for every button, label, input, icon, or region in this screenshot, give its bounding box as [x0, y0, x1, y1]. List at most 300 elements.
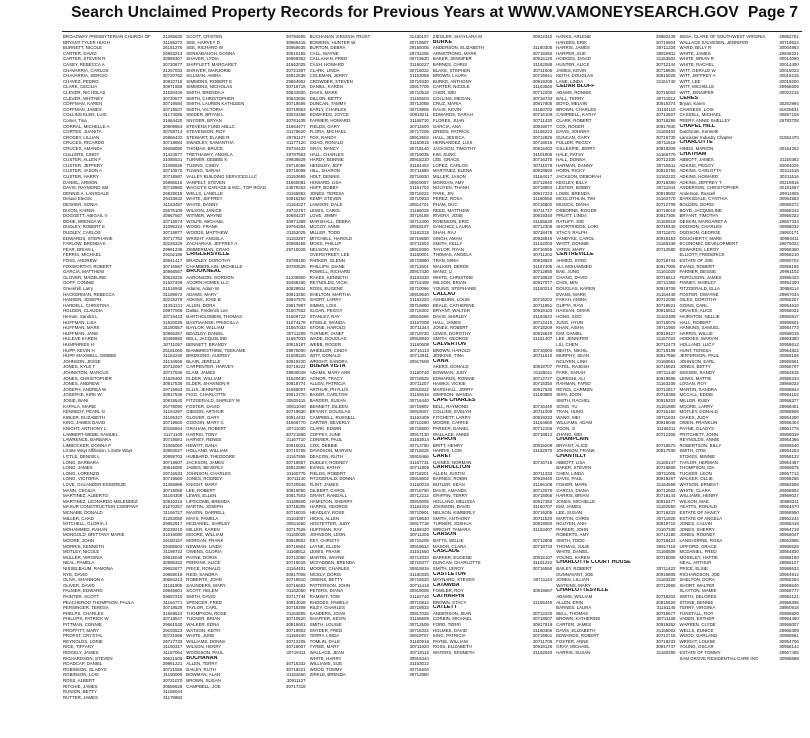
owner-name: CUSTER, JASON A: [63, 168, 103, 174]
owner-name: GARCIA, MATTHEW: [63, 269, 105, 275]
owner-name: VANDYKE, CAROL: [556, 235, 595, 241]
owner-name: SONG, YU: [556, 403, 578, 409]
property-id: 31176620: [286, 129, 306, 135]
owner-name: CORBIN, MICHAEL: [432, 616, 472, 622]
property-id: 30711240: [656, 370, 676, 375]
owner-name: WITT, MICHELLE: [679, 84, 715, 90]
owner-name: FEAR, BRIAN L: [63, 246, 95, 252]
property-id: 30966635: [286, 45, 306, 51]
owner-name: SHELTON, MARTHA: [309, 291, 351, 297]
property-id: 30712709: [655, 202, 676, 207]
owner-name: COFFMAN, JAMES: [63, 106, 102, 112]
owner-name: PERSINGER, TERESA: [63, 605, 109, 611]
owner-name: HONG, SOO: [556, 314, 582, 319]
owner-name: HEADLEY, ROSE: [309, 510, 345, 515]
property-id: 30917503: [286, 493, 306, 499]
owner-name: JOHNSON, CHARLES: [186, 470, 231, 476]
owner-name: SHORT, WALTER: [679, 582, 715, 588]
property-id: 30719221: [286, 666, 306, 672]
property-id: 30919466: [409, 454, 429, 459]
property-id: 31160214: [532, 286, 553, 291]
property-id: 30718587: [162, 174, 183, 179]
owner-name: WITT, JEFFREY A: [679, 73, 716, 79]
owner-name: DOGGETT, ABIGAIL V: [63, 213, 108, 219]
property-id: 31552470: [779, 134, 799, 140]
owner-name: MORGAN, FRANK: [186, 538, 224, 543]
owner-name: WITT, GERALD W: [679, 67, 716, 73]
owner-name: PRUITT, LINDA: [556, 213, 587, 219]
owner-name: LAYNE, ELLEN: [309, 543, 341, 549]
page-number: Page 7: [748, 4, 798, 21]
owner-name: ROSS, ALBERT: [63, 678, 95, 683]
property-id: 30711305: [409, 532, 429, 538]
owner-name: HICKS, ALLEN: [309, 515, 340, 521]
property-id: 30721566: [286, 431, 306, 437]
property-id: 30711605: [532, 67, 553, 73]
owner-name: WRIGHT, SANDRA: [309, 358, 348, 364]
property-id: 30919267: [655, 476, 676, 482]
property-id: 30958404: [779, 420, 799, 426]
property-id: 30969458: [286, 241, 306, 247]
owner-name: RHODES, PAMELA: [309, 599, 349, 605]
owner-name: SMITH, LEROY: [432, 566, 464, 571]
property-id: 31164297: [163, 409, 183, 415]
owner-name: DAVIS, JOHNNY: [556, 129, 590, 135]
property-id: 30711708: [532, 638, 553, 644]
property-id: 30716003: [655, 90, 676, 95]
page-header: [0, 0, 810, 30]
owner-name: GIBSON, ARTHUR: [186, 409, 224, 415]
property-id: 31664477: [286, 123, 306, 129]
property-id: 30616080: [162, 465, 183, 471]
property-id: 31162660: [286, 672, 306, 678]
owner-name: CLEVER, WHITNEY: [63, 95, 104, 101]
property-id: 31164440: [656, 291, 676, 297]
owner-name: HUPP MAXWELL, DEBBIE: [63, 353, 117, 359]
owner-name: MUSICK, DIANA: [556, 202, 590, 207]
owner-name: WHITE, DANIEL: [556, 549, 589, 555]
property-id: 30719553: [286, 106, 306, 112]
owner-name: TUSING, SARAH: [186, 168, 221, 174]
property-id: 30711005: [656, 470, 676, 476]
property-id: 31165852: [286, 190, 306, 196]
property-id: 30717752: [162, 235, 183, 241]
property-id: 31164110: [656, 106, 676, 112]
city-name: CATAWBA: [432, 582, 460, 588]
owner-name: PAYNE, WILLIAM: [432, 638, 468, 644]
property-id: 30716602: [286, 582, 306, 588]
property-id: 30711422: [656, 566, 676, 571]
property-id: 29155005: [409, 45, 429, 51]
owner-name: LIPFORD, GRACE: [679, 543, 717, 549]
owner-name: WHITE, HARRY: [309, 655, 342, 661]
property-id: 30719560: [162, 476, 183, 482]
owner-name: MURPHY, SEAN: [556, 353, 590, 359]
property-id: 30716322: [409, 627, 429, 633]
owner-name: BARKER, EUGENE: [432, 554, 472, 560]
property-id: 30958418: [779, 521, 799, 527]
owner-name: JONES, ROBERT: [432, 325, 469, 331]
property-id: 30719594: [162, 101, 183, 107]
property-id: 30958019: [779, 431, 799, 437]
property-id: 30915107: [532, 554, 553, 560]
property-id: 31163605: [286, 610, 306, 616]
property-id: 31165440: [532, 599, 553, 605]
city-name: CARSON: [432, 532, 457, 538]
owner-name: JOHNSON, DAVID: [432, 504, 470, 510]
property-id: 30711960: [656, 325, 676, 331]
owner-name: WHITE, DANNY: [186, 202, 219, 207]
owner-name: SMITH, LAUREN KATHLEEN: [186, 101, 245, 107]
owner-name: BURTON, DEBRA: [309, 45, 346, 51]
property-id: 30910715: [162, 78, 183, 84]
property-id: 30769714: [162, 129, 183, 135]
property-id: 30719411: [286, 650, 306, 655]
city-name: CHARLOTTE: [679, 140, 713, 146]
owner-name: PARKER, JOHN: [556, 526, 589, 532]
owner-name: BELL, JACQUELINE: [186, 336, 228, 342]
owner-name: CUSTER, JEFFERY: [63, 162, 103, 168]
owner-name: FARMER, BESSIE: [679, 269, 717, 275]
owner-name: DONE, BRENDA W: [63, 218, 102, 224]
owner-name: STOKES, MINNIE: [679, 454, 716, 459]
owner-name: SHORT, LARRY: [309, 297, 342, 303]
owner-name: EDWARDS, ROBERT: [556, 633, 600, 639]
owner-name: CRUCES, RICARDO: [63, 140, 105, 146]
property-id: 31162409: [409, 414, 429, 420]
city-name: CHARLOTTESVILLE: [556, 588, 609, 594]
owner-name: JACKSON, DEBORAH: [556, 174, 602, 179]
property-id: 30914028: [286, 599, 306, 605]
owner-name: HOLLAND, LUCY: [679, 342, 715, 347]
owner-name: LEE, GRACE: [432, 157, 460, 163]
property-id: 30917705: [409, 84, 429, 90]
property-id: 30710755: [286, 448, 306, 454]
property-id: 29864952: [286, 78, 306, 84]
property-id: 30712410: [532, 319, 553, 325]
owner-name: MOTLEY, DONALD: [679, 409, 718, 415]
owner-name: CHEN, WEI: [432, 90, 457, 95]
property-id: 30716370: [532, 157, 553, 163]
property-id: 30712716: [655, 633, 676, 639]
property-id: 30967557: [162, 213, 183, 219]
property-id: 30918774: [286, 381, 306, 387]
property-id: 29911805: [779, 190, 799, 196]
owner-name: MASON, CLARA: [432, 543, 467, 549]
property-id: 30712950: [532, 269, 553, 275]
property-id: 30718422: [655, 538, 676, 543]
property-id: 30718904: [532, 185, 553, 191]
owner-name: MARTINEZ, LEONARDO MELENDEZ: [63, 498, 138, 504]
property-id: 30716022: [409, 67, 429, 73]
owner-name: BAYLOR, WILLIAM: [186, 325, 225, 331]
property-id: 30971556: [162, 84, 183, 90]
listing-column: [432, 34, 555, 734]
owner-name: GOGGIN, MARY C: [186, 420, 224, 426]
property-id: 30712106: [532, 426, 553, 431]
owner-name: ESTATE OF NANCY: [679, 510, 720, 515]
owner-name: BAILEY, ROBERT: [556, 566, 592, 571]
property-id: 30919057: [409, 179, 429, 185]
owner-name: GILES, DOROTHY: [679, 297, 717, 303]
owner-name: LONG, LORENZO: [63, 470, 100, 476]
owner-name: PAYNE, GLADYS: [679, 426, 714, 431]
owner-name: HAIRSTON, NELLIE: [679, 314, 720, 319]
property-id: 31163220: [656, 577, 676, 583]
property-id: 30721556: [162, 666, 183, 672]
owner-name: ROBINSON, GLADYS: [63, 666, 107, 672]
property-id: 31160508: [656, 549, 676, 555]
property-id: 30719560: [162, 420, 183, 426]
property-id: 30958820: [779, 610, 799, 616]
property-id: 30913250: [286, 291, 306, 297]
owner-name: JAMES, KEVIN: [556, 67, 587, 73]
owner-name: WELLS, EUNICE: [679, 627, 714, 633]
property-id: 31163560: [532, 84, 553, 90]
property-id: 30211516: [779, 174, 799, 179]
owner-name: Adams, Adam W: [186, 286, 219, 291]
owner-name: NELSON, RITA: [309, 246, 340, 252]
city-name: CRIGLERSVILLE: [186, 252, 230, 258]
property-id: 29433632: [162, 196, 183, 202]
property-id: 31160147: [656, 459, 676, 465]
owner-name: LAWRENCE, BARBARA: [63, 437, 112, 443]
property-id: 31163407: [532, 526, 553, 532]
owner-name: FITZGERALD, DONNA: [309, 476, 356, 482]
owner-name: ARTHUR, PHYLLIS: [309, 386, 349, 392]
header-rule: [62, 31, 802, 32]
property-id: 31160661: [656, 358, 676, 364]
property-id: 30712601: [409, 263, 429, 269]
property-id: 31162003: [532, 241, 553, 247]
owner-name: ABBOTT, JAMES: [679, 157, 714, 163]
owner-name: GOFF, CONNIE: [63, 280, 95, 286]
property-id: 30914701: [409, 202, 429, 207]
property-id: 30794605: [286, 34, 306, 39]
property-id: 25576106: [162, 207, 183, 213]
owner-name: MARTIN, SANDRA: [679, 386, 717, 392]
owner-name: WEBB, ROGER: [309, 342, 342, 347]
owner-name: TUCKER, BRIAN: [186, 616, 221, 622]
property-id: 30716380: [655, 179, 676, 185]
property-id: 31164202: [409, 504, 429, 510]
property-id: 31161880: [656, 403, 676, 409]
property-id: 30717536: [162, 370, 183, 375]
owner-name: RILEY, CHARLES: [309, 605, 345, 611]
property-id: 30954460: [779, 616, 799, 622]
property-id: 31085526: [162, 162, 183, 168]
owner-name: TURNER, DEBBIE K: [186, 157, 228, 163]
property-id: 30917805: [532, 101, 553, 107]
property-id: 30718066: [532, 493, 553, 499]
property-id: 31669007: [286, 386, 306, 392]
owner-name: NISSELBAUM, RAMONA: [63, 566, 114, 571]
property-id: 30712911: [409, 353, 429, 359]
property-id: 30716802: [532, 202, 553, 207]
property-id: 30915007: [409, 409, 429, 415]
property-id: 30958844: [779, 386, 799, 392]
property-id: 29967044: [779, 291, 799, 297]
property-record: [186, 684, 307, 690]
owner-name: KIM, JAMES: [556, 504, 582, 510]
owner-name: CARTER, DAVID: [63, 50, 97, 56]
property-id: 29966605: [779, 84, 799, 90]
property-id: 30712213: [409, 493, 429, 499]
property-id: 30917130: [409, 431, 429, 437]
owner-name: PHILLIPS, PATRICK W: [63, 616, 109, 622]
owner-name: NGUYEN, LINH: [556, 358, 588, 364]
owner-name: SMITH, VICTORIA: [186, 106, 224, 112]
owner-name: CLARK, ROBERT: [556, 118, 592, 123]
city-name: CASTLETON: [432, 571, 466, 577]
owner-name: MONGOLD, BRITTANY MARIE: [63, 532, 125, 538]
owner-name: GRAVES, ALICE: [679, 308, 713, 314]
owner-name: KEGLEY, BILLY: [556, 179, 588, 185]
property-id: 30917930: [655, 448, 676, 454]
property-id: 30916250: [286, 196, 306, 202]
property-id: 31265630: [162, 34, 183, 39]
owner-name: WOOD, GARLAND: [679, 633, 718, 639]
owner-name: ANDERSON, JEAN: [432, 610, 472, 616]
owner-name: WILSON, BRIAN: [432, 280, 467, 286]
property-id: 31160918: [409, 638, 429, 644]
owner-name: LOGAN, ROY: [679, 381, 707, 387]
owner-name: RIVERA, JOSE: [432, 213, 464, 219]
property-id: 30719035: [409, 151, 429, 157]
owner-name: MORRIS, KENNETH: [63, 543, 104, 549]
property-id: 30712570: [532, 487, 553, 493]
property-id: 31096224: [162, 224, 183, 230]
property-id: 30718960: [162, 185, 183, 191]
property-id: 31166025: [409, 207, 429, 213]
owner-name: PARK, JIN: [432, 190, 454, 196]
property-id: 31164558: [656, 482, 676, 487]
listing-column: [309, 34, 432, 734]
property-id: 24679262: [286, 185, 306, 191]
property-id: 30917223: [532, 190, 553, 196]
owner-name: CARPENTER, HARVEY: [186, 364, 234, 370]
property-id: 30954773: [779, 325, 799, 331]
owner-name: HALL, JESSICA: [432, 134, 465, 140]
owner-name: EDWARDS, STEPHANIE: [63, 235, 113, 241]
property-id: 30919050: [532, 521, 553, 527]
property-id: 30958207: [779, 297, 799, 303]
property-id: 31162308: [656, 314, 676, 319]
owner-name: WRIGHT, LOUISE: [679, 638, 716, 644]
property-id: 30958950: [779, 510, 799, 515]
property-id: 31160290: [656, 650, 676, 655]
property-id: 31239900: [286, 274, 306, 280]
city-name: CARET: [432, 454, 452, 459]
owner-name: SMITH, BRENDA A: [186, 90, 225, 95]
property-id: 31166727: [163, 510, 183, 515]
owner-name: FOXWORTHY, ROBERT: [63, 263, 112, 269]
property-id: 30719905: [409, 106, 429, 112]
property-id: 31167731: [409, 459, 429, 465]
property-id: 31169672: [163, 291, 183, 297]
property-id: 30718570: [655, 442, 676, 448]
owner-name: WATSON, KEITH: [186, 627, 221, 633]
property-id: 30711809: [409, 465, 429, 471]
owner-name: PALMER, EDWARD: [63, 588, 103, 594]
owner-name: CHAMBERLAIN, MICHELLE: [186, 263, 243, 269]
property-id: 30718233: [655, 638, 676, 644]
owner-name: SAUNDERS, MARY: [186, 582, 226, 588]
property-id: 30712580: [655, 246, 676, 252]
owner-name: HANSEN, ERIK: [556, 39, 588, 45]
owner-name: CULLERS, CINDY: [63, 151, 100, 157]
property-id: 31567033: [286, 325, 306, 331]
property-id: 31085531: [162, 157, 183, 163]
owner-name: SILLMAN, AMIRA: [186, 73, 222, 79]
property-id: 31161222: [532, 560, 553, 566]
owner-name: YOUNG, KAREN: [556, 554, 590, 560]
owner-name: JONES, SHERRY: [679, 526, 715, 532]
owner-name: JEFFERSON, PAUL: [679, 353, 720, 359]
owner-name: SMITH, RACHEL: [556, 398, 591, 403]
owner-name: RICE, TIFFANY: [63, 644, 94, 650]
property-id: 30711044: [656, 185, 676, 191]
property-id: 30711812: [656, 95, 676, 101]
owner-name: DAVIS, ELIZABETH: [556, 627, 596, 633]
property-id: 31625631: [779, 106, 799, 112]
owner-name: ADKINS, JOSE B: [186, 297, 221, 303]
owner-name: CHOI, MIN: [556, 280, 578, 286]
owner-name: SMITH, OTIS: [679, 448, 706, 454]
property-id: 31165338: [656, 241, 676, 247]
city-name: CANA: [432, 358, 449, 364]
property-id: 30919350: [409, 246, 429, 252]
owner-name: ACORN HOMES LLC: [186, 280, 229, 286]
property-id: 31160402: [656, 129, 676, 135]
property-id: 31162220: [409, 297, 429, 303]
property-id: 31160305: [532, 45, 553, 51]
owner-name: COFFEY, JUNE: [309, 431, 341, 437]
owner-name: SMITH, KELLY: [432, 241, 463, 247]
owner-name: FOSTER, ANNE: [556, 638, 589, 644]
property-id: 30958777: [779, 588, 799, 594]
owner-name: BAE, JUNG: [556, 269, 580, 275]
owner-name: ZIMMERMAN, CRAIG: [186, 246, 230, 252]
owner-name: WRIGHT, TAMARA: [432, 526, 471, 532]
owner-name: WITT, LEE: [679, 78, 701, 84]
property-id: 30719607: [162, 459, 183, 465]
owner-name: WALKER, OLLIE: [679, 476, 713, 482]
property-id: 30716205: [532, 510, 553, 515]
owner-name: STEELE, WANDA: [309, 319, 346, 325]
property-id: 30958707: [779, 364, 799, 370]
owner-name: MITCHELL, GLORIA J: [63, 521, 107, 527]
owner-name: NELSON, KIMBERLY: [432, 510, 476, 515]
property-id: 30718202: [655, 594, 676, 599]
property-id: 26963213: [162, 50, 183, 56]
owner-name: WALKER, DEREK: [432, 263, 469, 269]
property-id: 31177120: [286, 140, 306, 146]
property-id: 30914432: [286, 414, 306, 420]
property-id: 30710812: [409, 599, 429, 605]
property-id: 30954719: [779, 526, 799, 532]
property-id: 30919060: [286, 487, 306, 493]
owner-name: BOLDEN, DORIS: [679, 202, 714, 207]
property-id: 31165327: [163, 414, 183, 420]
property-id: 30915066: [409, 314, 429, 319]
property-id: 31161740: [656, 78, 676, 84]
property-id: 31163007: [286, 515, 306, 521]
property-id: 31160440: [286, 633, 306, 639]
property-id: 30958612: [779, 342, 799, 347]
owner-name: LIMBOCKER, DONNA F: [63, 442, 111, 448]
property-id: 30918840: [409, 336, 429, 342]
